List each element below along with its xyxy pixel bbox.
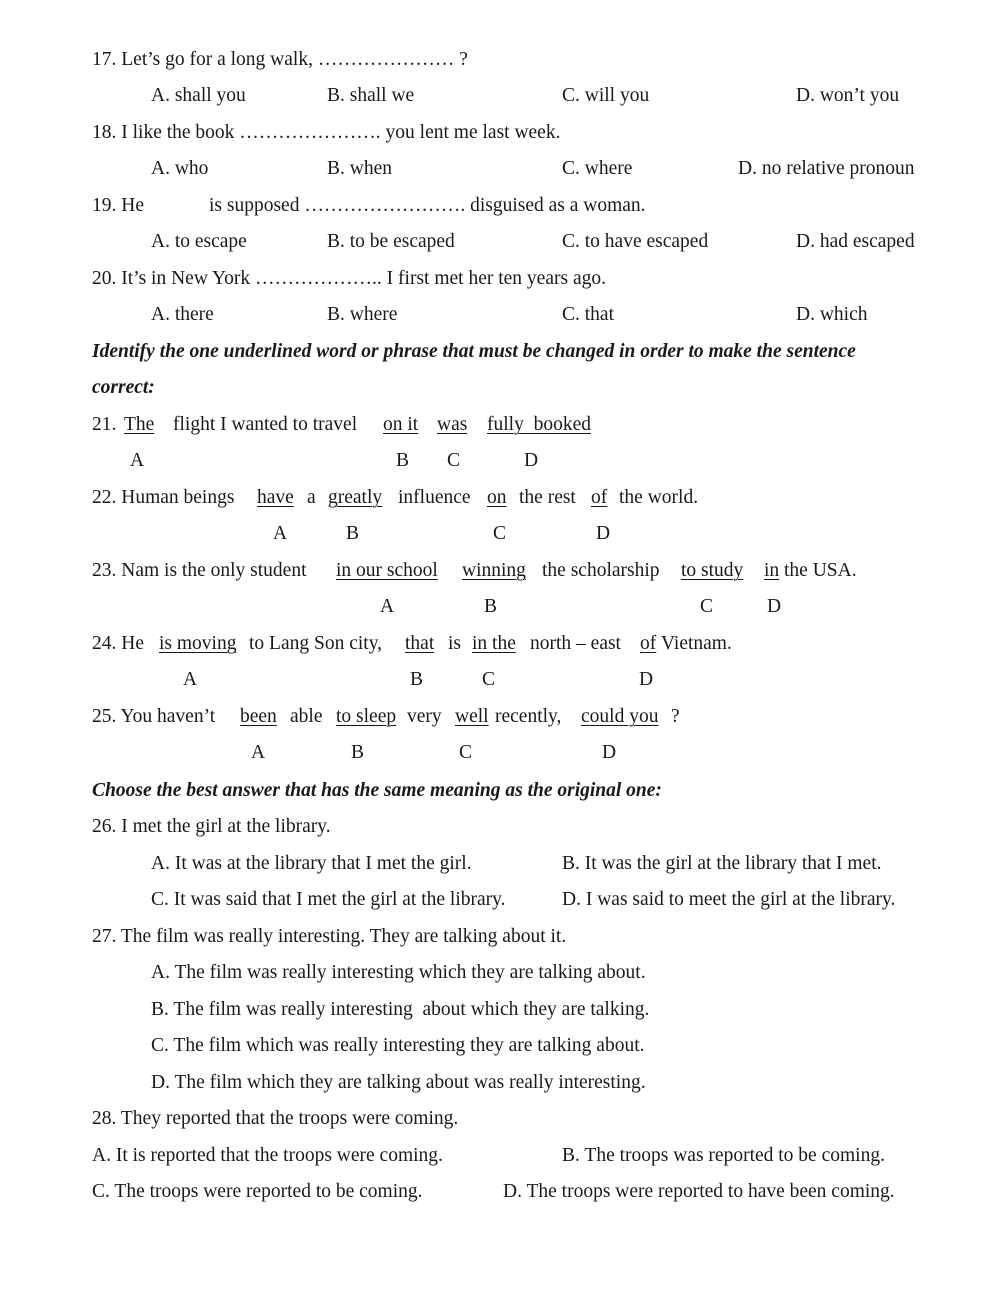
- section-heading-error-line1: Identify the one underlined word or phrase that must be changed in order to make the sentence: [92, 341, 856, 362]
- q23-text-1: 23. Nam is the only student: [92, 560, 307, 581]
- q22-label-a: A: [273, 523, 288, 544]
- q22-label-d: D: [596, 523, 611, 544]
- q20-option-b: B. where: [327, 304, 398, 325]
- q19-option-b: B. to be escaped: [327, 231, 455, 252]
- q22-underlined-a: have: [257, 487, 294, 508]
- q24-label-a: A: [183, 669, 198, 690]
- q17-option-c: C. will you: [562, 85, 650, 106]
- q17-option-b: B. shall we: [327, 85, 415, 106]
- section-heading-error-line2: correct:: [92, 377, 155, 398]
- q24-text-3: is: [448, 633, 462, 654]
- q23-underlined-d: in: [764, 560, 780, 581]
- q22-text-2: a: [307, 487, 316, 508]
- q23-underlined-c: to study: [681, 560, 744, 581]
- q24-label-d: D: [639, 669, 654, 690]
- q25-label-a: A: [251, 742, 266, 763]
- q25-label-d: D: [602, 742, 617, 763]
- q23-underlined-b: winning: [462, 560, 526, 581]
- question-27-stem: 27. The film was really interesting. They are talking about it.: [92, 926, 567, 947]
- q20-option-c: C. that: [562, 304, 614, 325]
- q20-option-a: A. there: [151, 304, 214, 325]
- q21-label-a: A: [130, 450, 145, 471]
- q22-label-b: B: [346, 523, 360, 544]
- q19-option-c: C. to have escaped: [562, 231, 709, 252]
- q28-option-a: A. It is reported that the troops were coming.: [92, 1145, 443, 1166]
- q21-underlined-b: on it: [383, 414, 419, 435]
- q25-underlined-d: could you: [581, 706, 659, 727]
- q21-label-d: D: [524, 450, 539, 471]
- q21-label-b: B: [396, 450, 410, 471]
- q22-label-c: C: [493, 523, 507, 544]
- question-26-stem: 26. I met the girl at the library.: [92, 816, 331, 837]
- q26-option-d: D. I was said to meet the girl at the library.: [562, 889, 896, 910]
- q24-underlined-c: in the: [472, 633, 516, 654]
- q22-text-5: the world.: [619, 487, 699, 508]
- q24-underlined-b: that: [405, 633, 435, 654]
- q22-underlined-b: greatly: [328, 487, 383, 508]
- q24-label-c: C: [482, 669, 496, 690]
- q27-option-c: C. The film which was really interesting they are talking about.: [151, 1035, 645, 1056]
- q20-option-d: D. which: [796, 304, 868, 325]
- q21-underlined-a: The: [124, 414, 155, 435]
- q21-underlined-d: fully booked: [487, 414, 591, 435]
- q25-underlined-b: to sleep: [336, 706, 397, 727]
- q27-option-a: A. The film was really interesting which they are talking about.: [151, 962, 646, 983]
- q17-option-a: A. shall you: [151, 85, 246, 106]
- section-heading-meaning: Choose the best answer that has the same meaning as the original one:: [92, 780, 662, 801]
- q23-text-2: the scholarship: [542, 560, 660, 581]
- q25-text-5: ?: [671, 706, 680, 727]
- q25-underlined-c: well: [455, 706, 489, 727]
- q23-text-3: the USA.: [784, 560, 857, 581]
- q25-text-4: recently,: [495, 706, 562, 727]
- q22-text-4: the rest: [519, 487, 576, 508]
- question-19-stem-rest: is supposed ……………………. disguised as a woman.: [209, 195, 646, 216]
- q24-underlined-d: of: [640, 633, 657, 654]
- question-19-stem-start: 19. He: [92, 195, 144, 216]
- q28-option-d: D. The troops were reported to have been coming.: [503, 1181, 895, 1202]
- q22-underlined-c: on: [487, 487, 507, 508]
- question-18-stem: 18. I like the book …………………. you lent me last week.: [92, 122, 561, 143]
- question-20-stem: 20. It’s in New York ……………….. I first met her ten years ago.: [92, 268, 606, 289]
- q25-label-b: B: [351, 742, 365, 763]
- q24-label-b: B: [410, 669, 424, 690]
- q21-underlined-c: was: [437, 414, 468, 435]
- q27-option-d: D. The film which they are talking about was really interesting.: [151, 1072, 646, 1093]
- q19-option-a: A. to escape: [151, 231, 247, 252]
- q24-text-4: north – east: [530, 633, 621, 654]
- q25-text-3: very: [407, 706, 442, 727]
- q17-option-d: D. won’t you: [796, 85, 900, 106]
- q28-option-b: B. The troops was reported to be coming.: [562, 1145, 885, 1166]
- q25-underlined-a: been: [240, 706, 277, 727]
- question-21-number: 21.: [92, 414, 117, 435]
- q27-option-b: B. The film was really interesting about which they are talking.: [151, 999, 650, 1020]
- q22-text-1: 22. Human beings: [92, 487, 235, 508]
- q22-text-3: influence: [398, 487, 471, 508]
- q26-option-c: C. It was said that I met the girl at the library.: [151, 889, 506, 910]
- q23-label-d: D: [767, 596, 782, 617]
- q26-option-a: A. It was at the library that I met the girl.: [151, 853, 472, 874]
- q24-text-2: to Lang Son city,: [249, 633, 383, 654]
- q24-underlined-a: is moving: [159, 633, 237, 654]
- q23-label-a: A: [380, 596, 395, 617]
- q24-text-5: Vietnam.: [661, 633, 732, 654]
- q18-option-b: B. when: [327, 158, 392, 179]
- q18-option-c: C. where: [562, 158, 633, 179]
- q22-underlined-d: of: [591, 487, 608, 508]
- q23-label-c: C: [700, 596, 714, 617]
- q21-text: flight I wanted to travel: [173, 414, 358, 435]
- q25-label-c: C: [459, 742, 473, 763]
- q21-label-c: C: [447, 450, 461, 471]
- q23-label-b: B: [484, 596, 498, 617]
- q23-underlined-a: in our school: [336, 560, 438, 581]
- q19-option-d: D. had escaped: [796, 231, 915, 252]
- q24-text-1: 24. He: [92, 633, 144, 654]
- q26-option-b: B. It was the girl at the library that I met.: [562, 853, 882, 874]
- q25-text-1: 25. You haven’t: [92, 706, 216, 727]
- q25-text-2: able: [290, 706, 323, 727]
- question-17-stem: 17. Let’s go for a long walk, ………………… ?: [92, 49, 468, 70]
- question-28-stem: 28. They reported that the troops were coming.: [92, 1108, 459, 1129]
- q28-option-c: C. The troops were reported to be coming.: [92, 1181, 423, 1202]
- q18-option-d: D. no relative pronoun: [738, 158, 915, 179]
- q18-option-a: A. who: [151, 158, 209, 179]
